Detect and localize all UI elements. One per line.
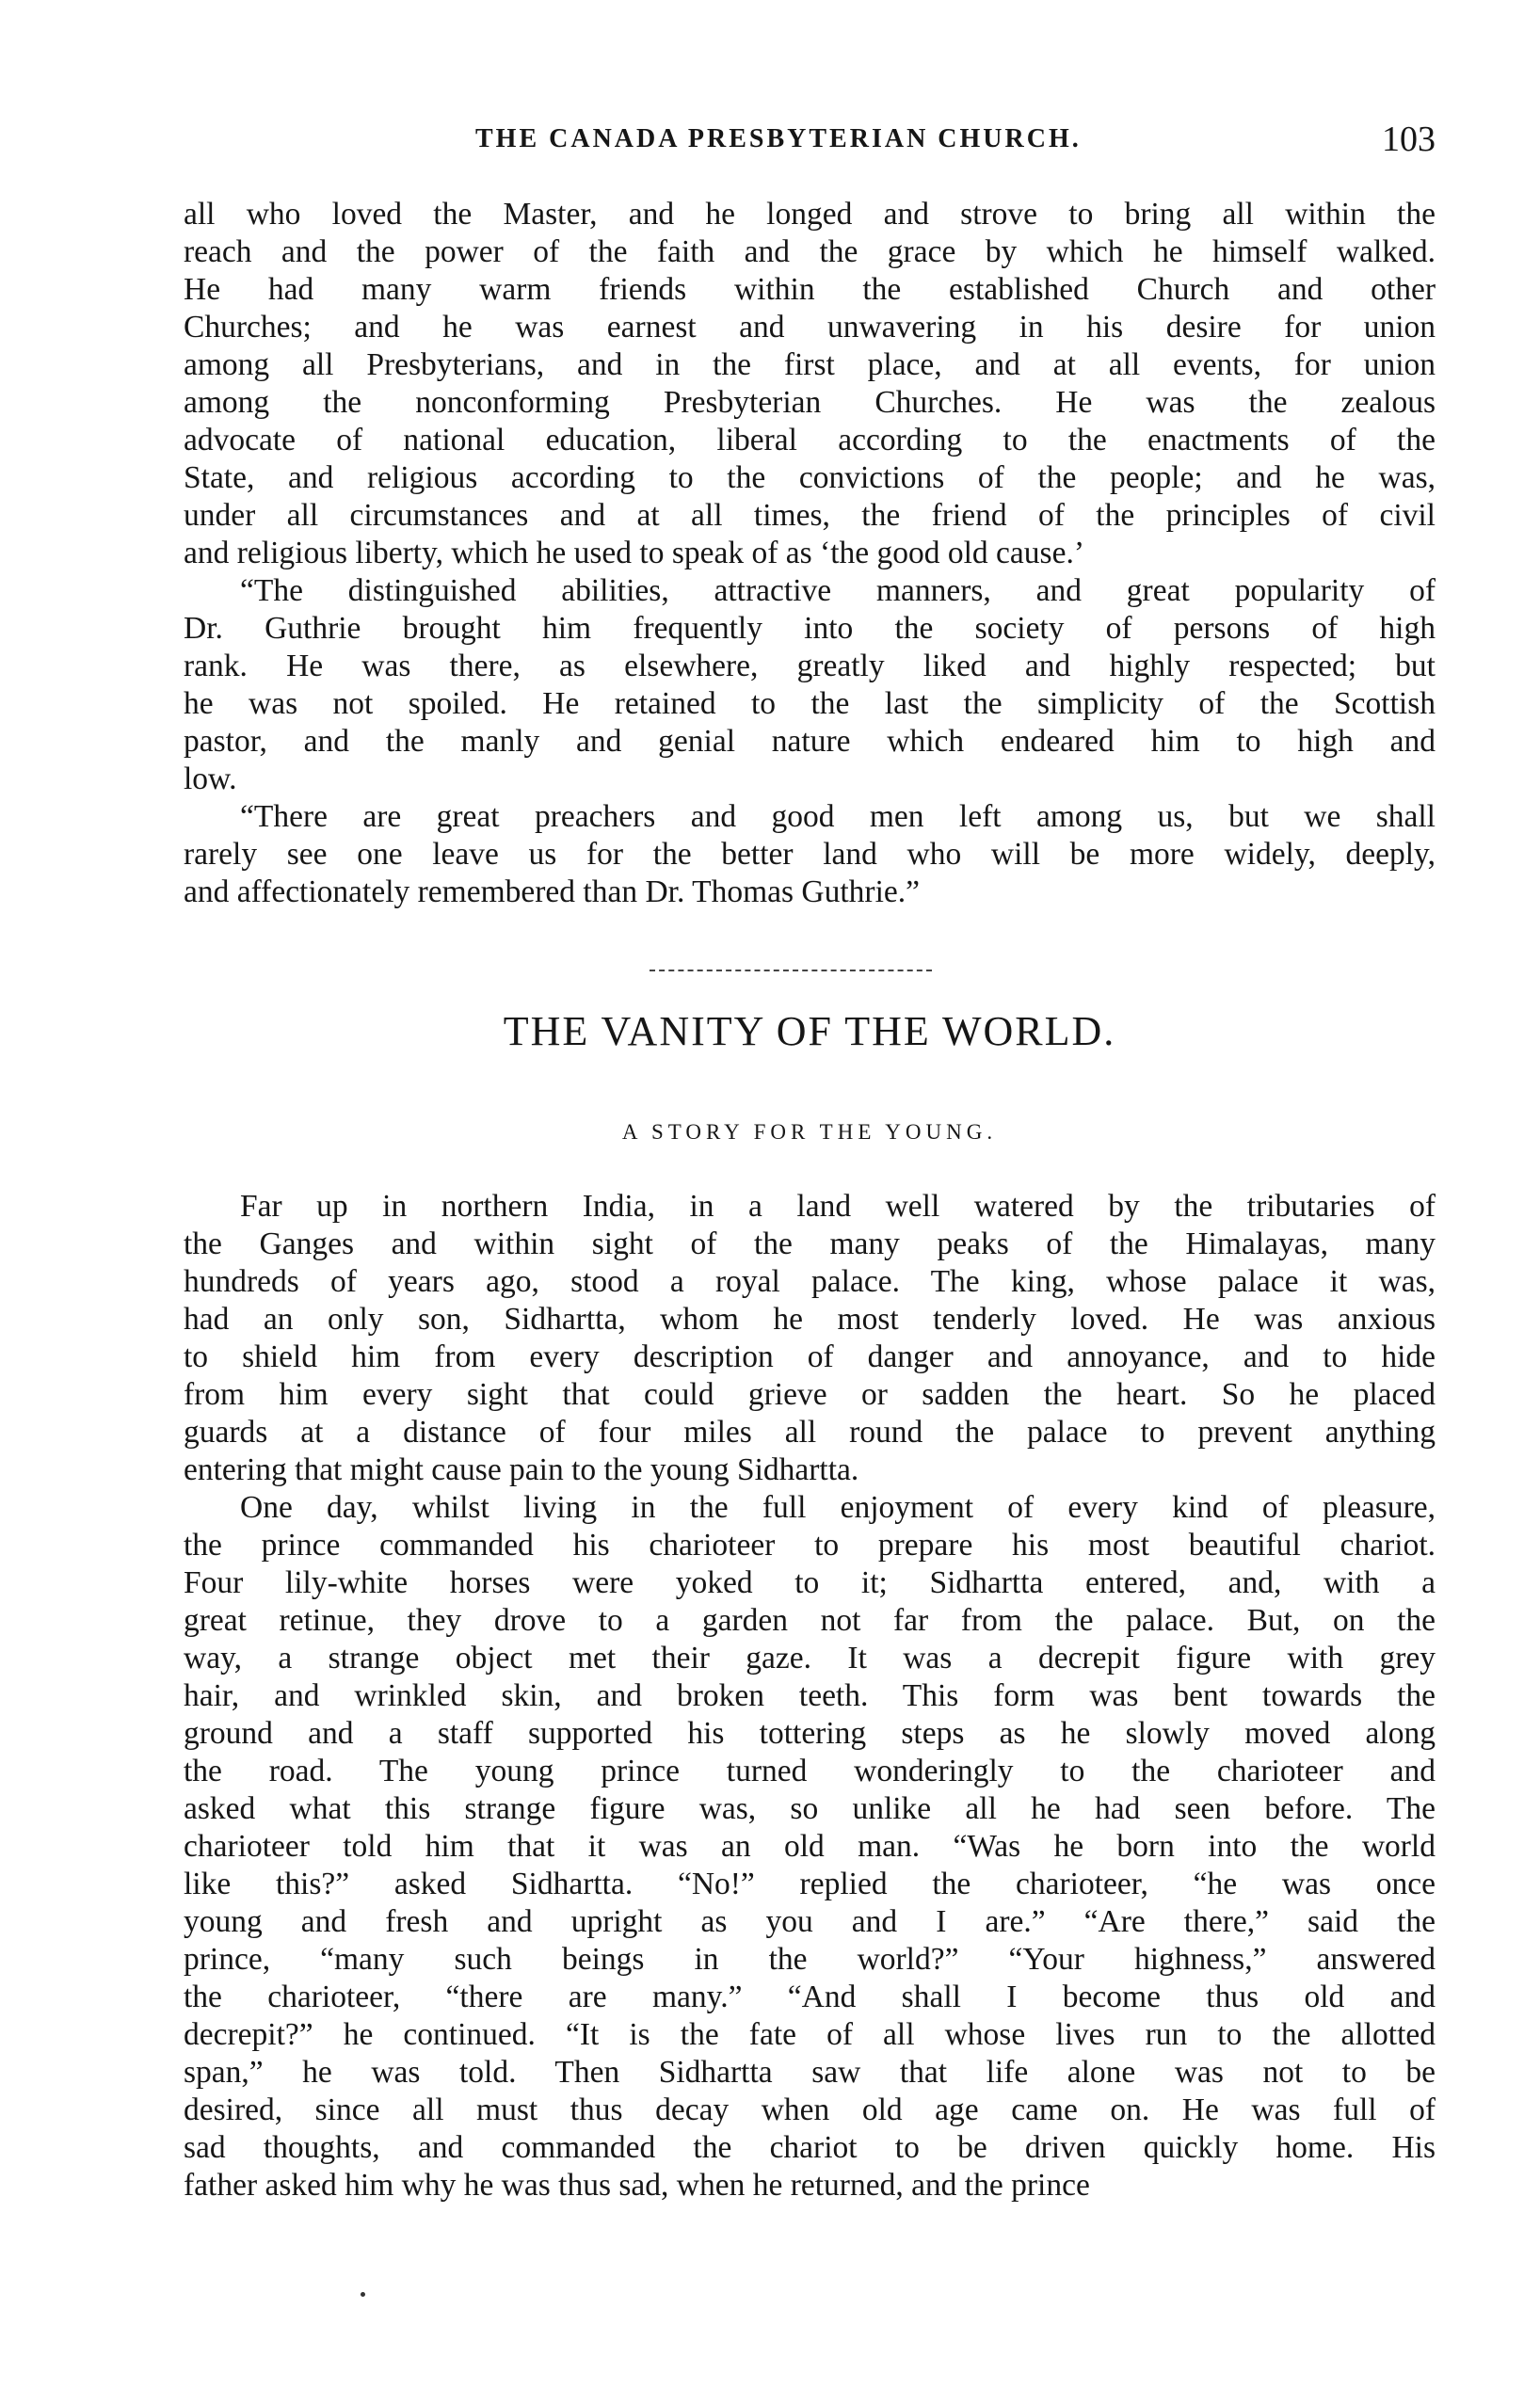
text-line: reach and the power of the faith and the grace by which he himself walked. [184,234,1436,269]
paragraph [184,798,1436,911]
article-ending [184,196,1436,911]
text-line: guards at a distance of four miles all round the palace to prevent anything [184,1415,1436,1450]
text-line: asked what this strange figure was, so unlike all he had seen before. The [184,1791,1436,1826]
text-line: State, and religious according to the convictions of the people; and he was, [184,460,1436,495]
story-title: THE VANITY OF THE WORLD. [503,1008,1116,1054]
story-subtitle: A STORY FOR THE YOUNG. [621,1120,998,1144]
text-line: prince, “many such beings in the world?” “Your highness,” answered [184,1942,1436,1977]
text-line: advocate of national education, liberal according to the enactments of the [184,423,1436,457]
text-line: and religious liberty, which he used to speak of as ‘the good old cause.’ [184,536,1084,570]
text-line: the prince commanded his charioteer to prepare his most beautiful chariot. [184,1528,1436,1563]
text-line: rarely see one leave us for the better land who will be more widely, deeply, [184,837,1436,872]
text-line: he was not spoiled. He retained to the last the simplicity of the Scottish [184,686,1436,721]
text-line: “The distinguished abilities, attractive manners, and great popularity of [240,573,1436,608]
text-line: from him every sight that could grieve or sadden the heart. So he placed [184,1377,1436,1412]
text-line: among all Presbyterians, and in the first place, and at all events, for union [184,347,1436,382]
text-line: Churches; and he was earnest and unwavering in his desire for union [184,310,1436,345]
text-line: decrepit?” he continued. “It is the fate of all whose lives run to the allotted [184,2017,1436,2052]
text-line: pastor, and the manly and genial nature which endeared him to high and [184,724,1436,759]
story-body [184,1188,1436,2205]
paragraph [184,1188,1436,1489]
text-line: had an only son, Sidhartta, whom he most tenderly loved. He was anxious [184,1302,1436,1337]
text-line: low. [184,762,237,796]
paragraph [184,1489,1436,2205]
text-line: way, a strange object met their gaze. It was a decrepit figure with grey [184,1641,1436,1675]
text-line: charioteer told him that it was an old man. “Was he born into the world [184,1829,1436,1864]
text-line: under all circumstances and at all times, the friend of the principles of civil [184,498,1436,533]
text-line: Far up in northern India, in a land well watered by the tributaries of [240,1189,1436,1224]
text-line: great retinue, they drove to a garden not far from the palace. But, on the [184,1603,1436,1638]
text-line: ground and a staff supported his tottering steps as he slowly moved along [184,1716,1436,1751]
text-line: hundreds of years ago, stood a royal palace. The king, whose palace it was, [184,1264,1436,1299]
text-line: like this?” asked Sidhartta. “No!” replied the charioteer, “he was once [184,1867,1436,1901]
text-line: rank. He was there, as elsewhere, greatly liked and highly respected; but [184,649,1436,683]
text-line: desired, since all must thus decay when old age came on. He was full of [184,2092,1436,2127]
text-line: and affectionately remembered than Dr. Thomas Guthrie.” [184,874,920,909]
text-line: all who loved the Master, and he longed and strove to bring all within the [184,197,1436,232]
page-number: 103 [1382,120,1436,159]
text-line: span,” he was told. Then Sidhartta saw that life alone was not to be [184,2055,1436,2090]
paragraph [184,196,1436,572]
text-line: sad thoughts, and commanded the chariot to be driven quickly home. His [184,2130,1436,2165]
text-line: One day, whilst living in the full enjoyment of every kind of pleasure, [240,1490,1436,1525]
text-line: to shield him from every description of danger and annoyance, and to hide [184,1339,1436,1374]
running-title: THE CANADA PRESBYTERIAN CHURCH. [475,124,1082,153]
text-line: Four lily-white horses were yoked to it; Sidhartta entered, and, with a [184,1565,1436,1600]
text-line: hair, and wrinkled skin, and broken teeth. This form was bent towards the [184,1678,1436,1713]
text-line: the charioteer, “there are many.” “And shall I become thus old and [184,1980,1436,2014]
print-speck [361,2292,365,2297]
section-separator-rule [650,970,932,974]
text-line: Dr. Guthrie brought him frequently into the society of persons of high [184,611,1436,646]
text-line: entering that might cause pain to the young Sidhartta. [184,1452,859,1487]
text-line: He had many warm friends within the established Church and other [184,272,1436,307]
text-line: young and fresh and upright as you and I are.” “Are there,” said the [184,1904,1436,1939]
running-head [184,119,1436,160]
text-line: father asked him why he was thus sad, when he returned, and the prince [184,2168,1090,2203]
text-line: the Ganges and within sight of the many peaks of the Himalayas, many [184,1227,1436,1261]
text-line: the road. The young prince turned wonderingly to the charioteer and [184,1754,1436,1788]
text-line: “There are great preachers and good men left among us, but we shall [240,799,1436,834]
text-line: among the nonconforming Presbyterian Churches. He was the zealous [184,385,1436,420]
paragraph [184,572,1436,798]
